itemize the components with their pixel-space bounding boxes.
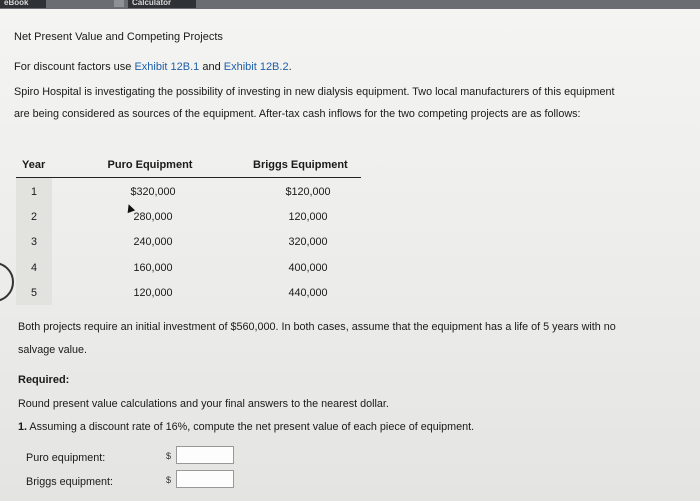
problem-title: Net Present Value and Competing Projects: [14, 31, 223, 43]
table-cell-briggs: 440,000: [288, 287, 328, 299]
intro-line-2: are being considered as sources of the equipment. After-tax cash inflows for the two competing projects are as follows:: [14, 108, 581, 120]
table-cell-briggs: $120,000: [285, 186, 331, 198]
calculator-icon[interactable]: [114, 0, 124, 7]
question-1-number: 1.: [18, 421, 28, 433]
header-briggs: Briggs Equipment: [253, 159, 348, 171]
table-cell-puro: 120,000: [133, 287, 173, 299]
briggs-currency-symbol: $: [166, 475, 172, 485]
table-cell-puro: 280,000: [133, 211, 173, 223]
table-cell-puro: $320,000: [130, 186, 176, 198]
table-cell-year: 3: [30, 236, 37, 248]
top-toolbar: [0, 0, 700, 9]
and-text: and: [199, 61, 224, 73]
header-puro: Puro Equipment: [107, 159, 193, 171]
rounding-instruction: Round present value calculations and your final answers to the nearest dollar.: [18, 398, 389, 410]
table-cell-briggs: 120,000: [288, 211, 328, 223]
table-cell-briggs: 400,000: [288, 262, 328, 274]
discount-factors-line: [14, 61, 292, 73]
tab-ebook[interactable]: eBook: [0, 0, 46, 8]
required-heading: Required:: [18, 374, 70, 386]
table-header-rule: [16, 177, 361, 178]
table-cell-year: 5: [30, 287, 37, 299]
details-line-2: salvage value.: [18, 344, 88, 356]
table-cell-puro: 240,000: [133, 236, 173, 248]
table-cell-year: 1: [30, 186, 37, 198]
table-cell-year: 4: [30, 262, 37, 274]
question-1: [18, 421, 474, 433]
question-1-text: Assuming a discount rate of 16%, compute the net present value of each piece of equipment.: [27, 421, 475, 433]
puro-equipment-label: Puro equipment:: [26, 452, 106, 464]
period: .: [288, 61, 292, 73]
discount-prefix: For discount factors use: [14, 61, 135, 73]
table-cell-briggs: 320,000: [288, 236, 328, 248]
intro-line-1: Spiro Hospital is investigating the possibility of investing in new dialysis equipment. Two local manufacturers of this equipment: [14, 86, 615, 98]
details-line-1: Both projects require an initial investment of $560,000. In both cases, assume that the equipment has a life of 5 years with no: [18, 321, 616, 333]
puro-npv-input[interactable]: [176, 446, 234, 464]
exhibit-12b1-link[interactable]: Exhibit 12B.1: [134, 61, 200, 73]
tab-calculator[interactable]: Calculator: [128, 0, 196, 8]
table-cell-puro: 160,000: [133, 262, 173, 274]
puro-currency-symbol: $: [166, 451, 172, 461]
briggs-npv-input[interactable]: [176, 470, 234, 488]
header-year: Year: [22, 159, 46, 171]
table-cell-year: 2: [30, 211, 37, 223]
exhibit-12b2-link[interactable]: Exhibit 12B.2: [223, 61, 289, 73]
briggs-equipment-label: Briggs equipment:: [26, 476, 114, 488]
